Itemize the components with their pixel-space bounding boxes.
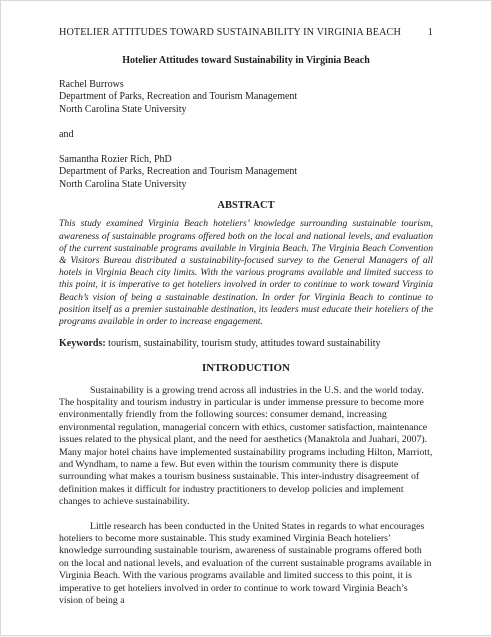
author-block-2 (59, 154, 433, 192)
abstract-text: This study examined Virginia Beach hoteliers’ knowledge surrounding sustainable tourism, awareness of sustainable programs offered both on the local and national levels, and evaluation of the current sustainable programs available in Virginia Beach. The Virginia Beach Convention & Visitors Bureau distributed a sustainability-focused survey to the General Managers of all hotels in Virginia Beach city limits. With the various programs available and limited success to this point, it is imperative to get hoteliers involved in order to continue to work toward Virginia Beach’s vision of being a sustainable destination. In order for Virginia Beach to continue to position itself as a premier sustainable destination, its leaders must educate their hoteliers of the programs available in order to increase engagement. (59, 218, 433, 327)
author-department: Department of Parks, Recreation and Tourism Management (59, 91, 298, 103)
author-department: Department of Parks, Recreation and Tourism Management (59, 166, 298, 178)
page-number: 1 (427, 27, 433, 38)
running-header (59, 27, 433, 38)
keywords-list: tourism, sustainability, tourism study, attitudes toward sustainability (105, 338, 381, 350)
author-conjunction: and (59, 128, 74, 140)
author-name: Samantha Rozier Rich, PhD (59, 153, 172, 165)
keywords-line (59, 338, 433, 351)
author-university: North Carolina State University (59, 104, 187, 116)
keywords-label: Keywords: (59, 338, 106, 350)
page-content (59, 55, 433, 607)
author-block-1 (59, 79, 433, 117)
introduction-paragraph-2: Little research has been conducted in the United States in regards to what encourages hoteliers to become more sustainable. This study examined Virginia Beach hoteliers’ knowledge surrounding sustainable tourism, awareness of sustainable programs offered both on the local and national levels, and evaluation of the current sustainable programs available in Virginia Beach. With the various programs available and limited success to this point, it is imperative to get hoteliers involved in order to continue to work toward Virginia Beach’s vision of being a (59, 520, 432, 607)
document-page (1, 1, 491, 635)
abstract-heading: ABSTRACT (217, 199, 275, 211)
paper-title: Hotelier Attitudes toward Sustainability in Virginia Beach (122, 55, 370, 66)
author-name: Rachel Burrows (59, 78, 124, 90)
introduction-heading: INTRODUCTION (201, 361, 290, 374)
author-university: North Carolina State University (59, 178, 187, 190)
introduction-paragraph-1: Sustainability is a growing trend across all industries in the U.S. and the world today. The hospitality and tourism industry in particular is under immense pressure to become more environmentally friendly from the following sources: consumer demand, increasing environmental regulation, managerial concern with ethics, customer satisfaction, maintenance issues related to the physical plant, and the need for aesthetics (Manaktola and Juahari, 2007). Many major hotel chains have implemented sustainability programs including Hilton, Marriott, and Wyndham, to name a few. But even within the tourism community there is dispute surrounding what makes a tourism business sustainable. This inter-industry disagreement of definition makes it difficult for industry practitioners to develop policies and implement changes to achieve sustainability. (59, 384, 433, 508)
running-title: HOTELIER ATTITUDES TOWARD SUSTAINABILITY IN VIRGINIA BEACH (59, 27, 401, 38)
